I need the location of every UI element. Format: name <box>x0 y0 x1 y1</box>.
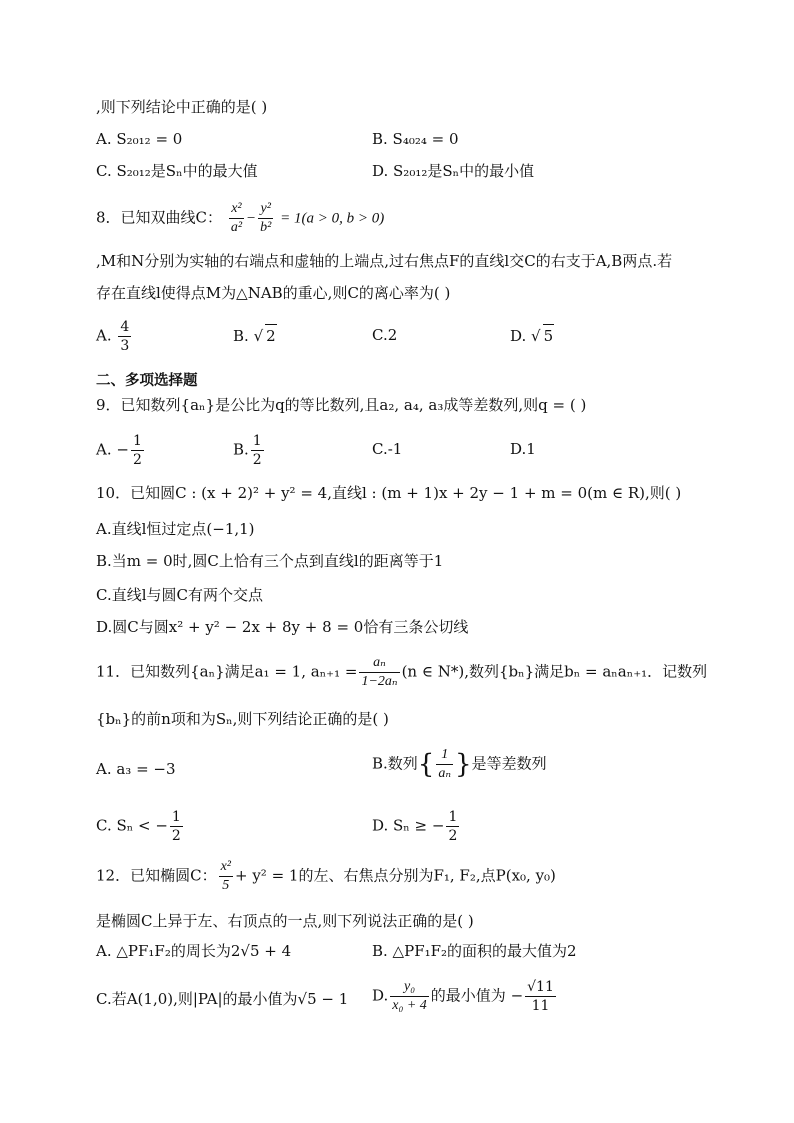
q8-equation-rest: = 1(a > 0, b > 0) <box>280 210 385 227</box>
q8-fraction-x: $\frac{\text{x²}}{\text{a²}}$ <box>230 201 243 235</box>
q9-stem: 9．已知数列{aₙ}是公比为q的等比数列,且a₂, a₄, a₃成等差数列,则q = ( ) <box>96 396 587 414</box>
q7-option-d: D. S₂₀₁₂是Sₙ中的最小值 <box>372 162 535 180</box>
q10-option-c: C.直线l与圆C有两个交点 <box>96 586 263 604</box>
q8-stem: 8．已知双曲线C： $\frac{\text{x²}}{\text{a²}}$ − $\frac{\text{y²}}{\text{b²}}$ = 1(a > 0, b > 0) <box>96 201 385 235</box>
q10-option-a: A.直线l恒过定点(−1,1) <box>96 520 255 538</box>
q8-stem-prefix: 8．已知双曲线C： <box>96 208 223 227</box>
q11-option-d: D. Sₙ ≥ − $\frac{1}{2}$ <box>372 809 458 844</box>
q7-option-b: B. S₄₀₂₄ = 0 <box>372 130 459 148</box>
q11-option-c: C. Sₙ < − $\frac{1}{2}$ <box>96 809 181 844</box>
q12-stem: 12．已知椭圆C： $\frac{\text{x²}}{5}$ + y² = 1的左、右焦点分别为F₁, F₂,点P(x₀, y₀) <box>96 859 556 893</box>
q8-line2: ,M和N分别为实轴的右端点和虚轴的上端点,过右焦点F的直线l交C的右支于A,B两点.若 <box>96 252 673 270</box>
q9-option-c: C.-1 <box>372 440 403 458</box>
q8-line3: 存在直线l使得点M为△NAB的重心,则C的离心率为( ) <box>96 284 451 302</box>
q8-option-b: B. √ 2 <box>233 324 277 347</box>
q11-line2: {bₙ}的前n项和为Sₙ,则下列结论正确的是( ) <box>96 710 389 728</box>
q11-stem: 11．已知数列{aₙ}满足a₁ = 1, aₙ₊₁ = $\frac{\text{aₙ}}{\text{1−2aₙ}}$ (n ∈ N*),数列{bₙ}满足bₙ = aₙaₙ₊₁．记数列 <box>96 655 708 689</box>
q12-option-b: B. △PF₁F₂的面积的最大值为2 <box>372 942 577 960</box>
q12-line2: 是椭圆C上异于左、右顶点的一点,则下列说法正确的是( ) <box>96 912 474 930</box>
q10-option-d: D.圆C与圆x² + y² − 2x + 8y + 8 = 0恰有三条公切线 <box>96 618 469 636</box>
q10-stem: 10．已知圆C : (x + 2)² + y² = 4,直线l : (m + 1)x + 2y − 1 + m = 0(m ∈ R),则( ) <box>96 484 682 502</box>
q12-fraction: $\frac{\text{x²}}{5}$ <box>220 859 231 893</box>
q11-option-b: B.数列{ $\frac{1}{\text{aₙ}}$ }是等差数列 <box>372 747 547 781</box>
q12-option-a: A. △PF₁F₂的周长为2√5 + 4 <box>96 942 292 960</box>
q10-option-b: B.当m = 0时,圆C上恰有三个点到直线l的距离等于1 <box>96 552 444 570</box>
section-heading: 二、多项选择题 <box>96 373 198 389</box>
q8-option-d: D. √ 5 <box>510 324 554 347</box>
q11-option-a: A. a₃ = −3 <box>96 760 176 778</box>
q7-stem-tail: ,则下列结论中正确的是( ) <box>96 98 268 116</box>
q9-option-b: B. $\frac{1}{2}$ <box>233 433 262 468</box>
q9-option-a: A. − $\frac{1}{2}$ <box>96 433 142 468</box>
q7-option-c: C. S₂₀₁₂是Sₙ中的最大值 <box>96 162 258 180</box>
q8-fraction-y: $\frac{\text{y²}}{\text{b²}}$ <box>260 201 272 235</box>
q8-option-c: C.2 <box>372 326 398 344</box>
q12-option-c: C.若A(1,0),则|PA|的最小值为√5 − 1 <box>96 990 349 1008</box>
q7-option-a: A. S₂₀₁₂ = 0 <box>96 130 183 148</box>
q9-option-d: D.1 <box>510 440 536 458</box>
q11-fraction: $\frac{\text{aₙ}}{\text{1−2aₙ}}$ <box>361 655 398 689</box>
q12-option-d: D. $\frac{\text{y₀}}{\text{x₀ + 4}}$ 的最小值为 − $\frac{√11}{11}$ <box>372 979 554 1014</box>
q8-option-a: A. $\frac{4}{3}$ <box>96 319 130 354</box>
